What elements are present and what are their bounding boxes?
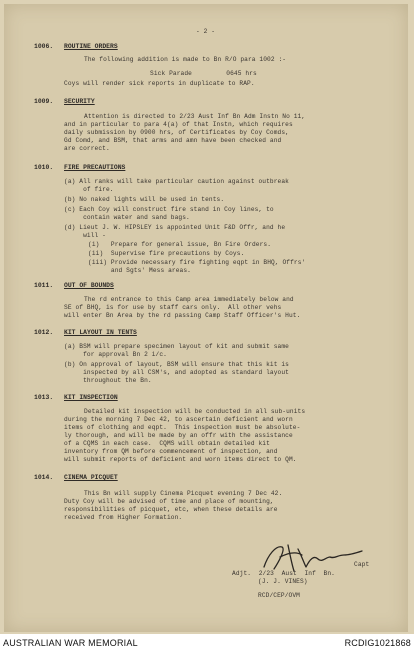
para-1014-line3: responsibilities of picquet, etc, when these details are: [64, 506, 278, 513]
para-1014-line1: This Bn will supply Cinema Picquet evening 7 Dec 42.: [84, 490, 283, 497]
heading-routine-orders: ROUTINE ORDERS: [64, 43, 118, 50]
heading-out-of-bounds: OUT OF BOUNDS: [64, 282, 114, 289]
para-1010-d-line1: (d) Lieut J. W. HIPSLEY is appointed Unit F&D Offr, and he: [64, 224, 286, 231]
heading-kit-layout: KIT LAYOUT IN TENTS: [64, 329, 137, 336]
footer-bar: [0, 634, 414, 653]
para-1013-line6: inventory from QM before commencement of inspection, and: [64, 448, 278, 455]
para-1012-a-line1: (a) BSM will prepare specimen layout of kit and submit same: [64, 343, 289, 350]
para-1014-line4: received from Higher Formation.: [64, 514, 183, 521]
para-number-1014: 1014.: [34, 474, 54, 481]
para-1009-line1: Attention is directed to 2/23 Aust Inf Bn Adm Instn No 11,: [84, 113, 306, 120]
para-1006-line3: Coys will render sick reports in duplicate to RAP.: [64, 80, 255, 87]
para-1010-c-line2: contain water and sand bags.: [64, 214, 190, 221]
para-1013-line2: during the morning 7 Dec 42, to ascertain deficient and worn: [64, 416, 293, 423]
para-1009-line4: Gd Comd, and BSM, that arms and amn have been checked and: [64, 137, 282, 144]
heading-security: SECURITY: [64, 98, 95, 105]
signature-appointment: Adjt. 2/23 Aust Inf Bn.: [232, 570, 335, 577]
para-1011-line3: will enter Bn Area by the rd passing Camp Staff Officer's Hut.: [64, 312, 301, 319]
para-1009-line3: daily submission by 0900 hrs, of Certificates by Coy Comds,: [64, 129, 289, 136]
para-1012-b-line3: throughout the Bn.: [64, 377, 152, 384]
para-1010-a-line1: (a) All ranks will take particular caution against outbreak: [64, 178, 289, 185]
para-1009-line2: and in particular to para 4(a) of that Instn, which requires: [64, 121, 293, 128]
reference-code: RCD/CEP/OVM: [258, 592, 300, 599]
para-1013-line5: of a CQMS in each case. CQMS will obtain detailed kit: [64, 440, 270, 447]
para-1010-d-iii-line2: and Sgts' Mess areas.: [88, 267, 191, 274]
para-number-1009: 1009.: [34, 98, 54, 105]
para-1010-d-i: (i) Prepare for general issue, Bn Fire Orders.: [88, 241, 272, 248]
heading-kit-inspection: KIT INSPECTION: [64, 394, 118, 401]
para-1006-line1: The following addition is made to Bn R/O para 1002 :-: [84, 56, 287, 63]
page-number: - 2 -: [196, 28, 216, 35]
para-1014-line2: Duty Coy will be advised of time and place of mounting,: [64, 498, 274, 505]
footer-id: RCDIG1021868: [344, 638, 411, 648]
para-1011-line2: SE of BHQ, is for use by staff cars only. All other vehs: [64, 304, 282, 311]
signature-name: (J. J. VINES): [258, 578, 308, 585]
para-1013-line3: items of clothing and eqpt. This inspection must be absolute-: [64, 424, 301, 431]
para-number-1011: 1011.: [34, 282, 54, 289]
footer-source: AUSTRALIAN WAR MEMORIAL: [3, 638, 138, 648]
para-number-1010: 1010.: [34, 164, 54, 171]
para-1010-d-line2: will -: [64, 232, 106, 239]
para-1010-d-iii-line1: (iii) Provide necessary fire fighting eqpt in BHQ, Offrs': [88, 259, 306, 266]
para-1006-sick-parade: Sick Parade 0645 hrs: [150, 70, 257, 77]
para-1009-line5: are correct.: [64, 145, 110, 152]
para-1012-b-line2: inspected by all CSM's, and adopted as standard layout: [64, 369, 289, 376]
para-1012-b-line1: (b) On approval of layout, BSM will ensure that this kit is: [64, 361, 289, 368]
para-1011-line1: The rd entrance to this Camp area immediately below and: [84, 296, 294, 303]
para-number-1012: 1012.: [34, 329, 54, 336]
signature-rank: Capt: [354, 561, 370, 568]
para-1010-c-line1: (c) Each Coy will construct fire stand in Coy lines, to: [64, 206, 274, 213]
para-1013-line4: ly thorough, and will be made by an offr with the assistance: [64, 432, 293, 439]
para-1012-a-line2: for approval Bn 2 i/c.: [64, 351, 167, 358]
para-number-1006: 1006.: [34, 43, 54, 50]
para-1013-line7: will submit reports of deficient and worn items direct to QM.: [64, 456, 297, 463]
para-1010-b: (b) No naked lights will be used in tents.: [64, 196, 225, 203]
para-1010-d-ii: (ii) Supervise fire precautions by Coys.: [88, 250, 245, 257]
para-1010-a-line2: of fire.: [64, 186, 114, 193]
heading-cinema-picquet: CINEMA PICQUET: [64, 474, 118, 481]
para-number-1013: 1013.: [34, 394, 54, 401]
heading-fire-precautions: FIRE PRECAUTIONS: [64, 164, 126, 171]
para-1013-line1: Detailed kit inspection will be conducted in all sub-units: [84, 408, 306, 415]
